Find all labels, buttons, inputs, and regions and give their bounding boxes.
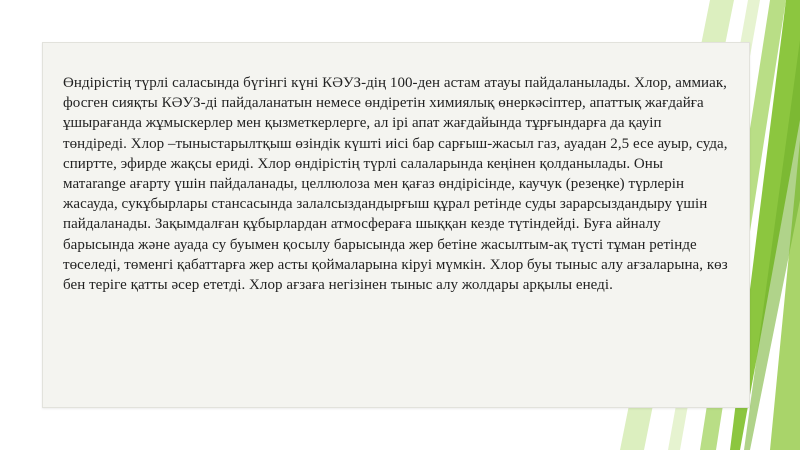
- content-text-box: [42, 42, 750, 408]
- body-paragraph: Өндірістің түрлі саласында бүгінгі күні КӘУЗ-дің 100-ден астам атауы пайдаланылады. Хлор, аммиак, фосген сияқты КӘУЗ-ді пайдаланатын немесе өндіретін химиялық өнеркәсіптер, апаттық жағдайға ұшырағанда жұмыскерлер мен қызметкерлерге, ал ірі апат жағдайында тұрғындарға да қауіп төндіреді. Хлор –тыныстарылтқыш өзіндік күшті иісі бар сарғыш-жасыл газ, ауадан 2,5 есе ауыр, суда, спиртте, эфирде жақсы ериді. Хлор өндірістің түрлі салаларында кеңінен қолданылады. Оны матаrange ағарту үшін пайдаланады, целлюлоза мен қағаз өндірісінде, каучук (резеңке) түрлерін жасауда, сукұбырлары стансасында залалсыздандырғыш құрал ретінде суды зарарсыздандыру үшін пайдаланады. Зақымдалған құбырлардан атмосфераға шыққан кезде түтіндейді. Буға айналу барысында және ауада су буымен қосылу барысында жер бетіне жасылтым-ақ түсті тұман ретінде төселеді, төменгі қабаттарға жер асты қоймаларына кіруі мүмкін. Хлор буы тыныс алу ағзаларына, көз бен теріге қатты әсер ететді. Хлор ағзаға негізінен тыныс алу жолдары арқылы енеді.: [63, 75, 728, 294]
